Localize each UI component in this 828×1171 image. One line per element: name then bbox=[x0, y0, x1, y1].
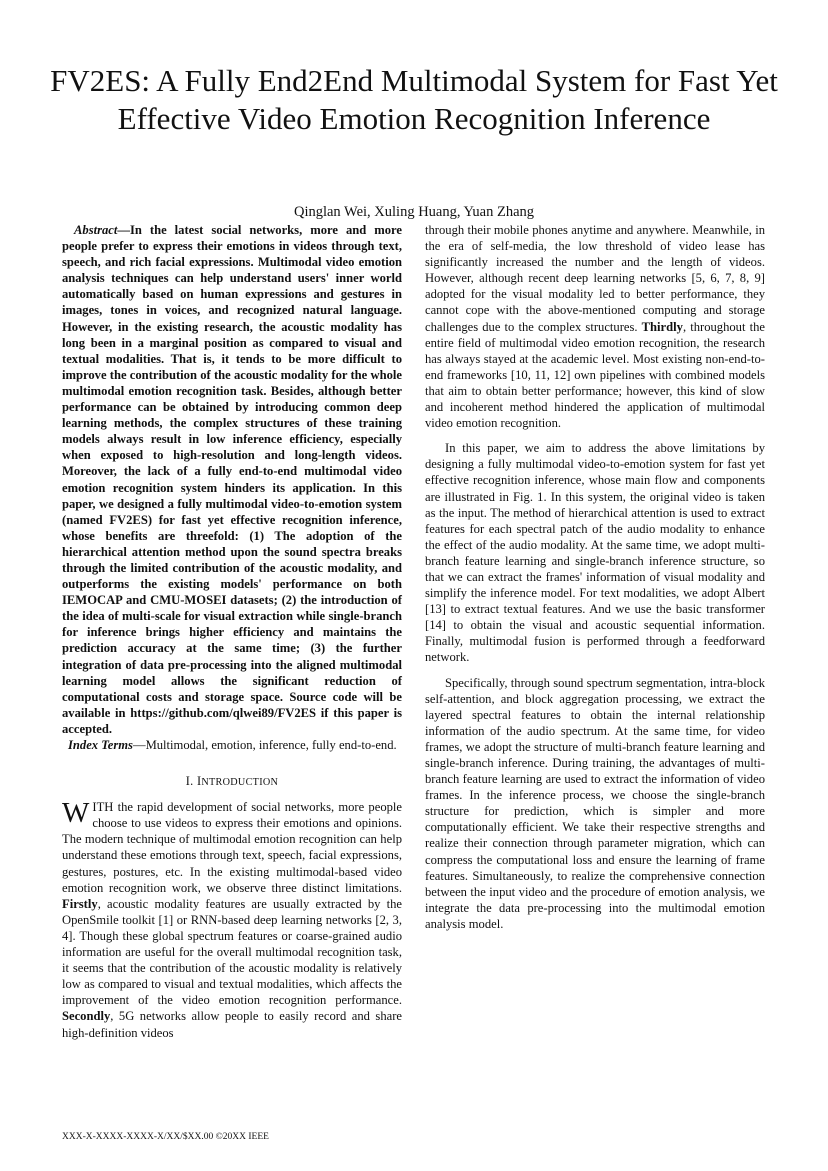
right-p1-part-b: , throughout the entire field of multimodal video emotion recognition, the research has always stayed at the academic level. Most existing non-end-to-end frameworks [10, 11, 12] own pipelines with combined models that aim to obtain better performance; however, this kind of slow and incoherent method hindered the application of multimodal video emotion recognition. bbox=[425, 319, 765, 431]
section-title-rest: NTRODUCTION bbox=[201, 777, 279, 789]
drop-cap: W bbox=[62, 797, 90, 830]
intro-p1-part-c: , 5G networks allow people to easily record and share high-definition videos bbox=[62, 1009, 402, 1040]
abstract-label: Abstract bbox=[74, 223, 118, 237]
right-column bbox=[425, 222, 765, 932]
intro-paragraph-1-continued bbox=[425, 222, 765, 431]
intro-paragraph-1 bbox=[62, 799, 402, 1040]
index-terms bbox=[62, 737, 402, 753]
intro-p1-part-b: , acoustic modality features are usually extracted by the OpenSmile toolkit [1] or RNN-based deep learning networks [2, 3, 4]. Though these global spectrum features or coarse-grained audio information are useful for the overall multimodal recognition task, it seems that the contribution of the acoustic modality is relatively low as compared to visual and textual modalities, which affects the improvement of the video emotion recognition performance. bbox=[62, 896, 402, 1008]
copyright-footer: XXX-X-XXXX-XXXX-X/XX/$XX.00 ©20XX IEEE bbox=[62, 1132, 269, 1142]
right-p1-part-a: through their mobile phones anytime and anywhere. Meanwhile, in the era of self-media, the low threshold of video lease has significantly increased the number and the length of videos. However, although recent deep learning networks [5, 6, 7, 8, 9] adopted for the visual modality led to better performance, they cannot cope with the above-mentioned computing and storage challenges due to the complex structures. bbox=[425, 223, 765, 334]
intro-paragraph-3: Specifically, through sound spectrum segmentation, intra-block self-attention, and block aggregation processing, we extract the layered spectral features to obtain the internal relationship information of the audio spectrum. At the same time, for video frames, we adopt the structure of multi-branch feature learning and single-branch inference. During training, the advantages of multi-branch feature learning are used to extract the information of video frames. In the inference process, we choose the single-branch structure for prediction, which is simpler and more computationally efficient. We take their respective strengths and realize their connection through parameter migration, which can compress the computational loss and ensure the learning of frame features. Simultaneously, to realize the comprehensive connection between the input video and the procedure of emotion analysis, we integrate the data pre-processing into the multimodal emotion analysis model. bbox=[425, 675, 765, 931]
section-number: I. bbox=[185, 774, 194, 789]
left-column bbox=[62, 222, 402, 1041]
right-p1-bold-thirdly: Thirdly bbox=[641, 319, 683, 334]
intro-p1-bold-secondly: Secondly bbox=[62, 1009, 111, 1024]
index-terms-label: Index Terms bbox=[68, 738, 133, 752]
intro-p1-bold-firstly: Firstly bbox=[62, 896, 98, 911]
intro-p1-part-a: ITH the rapid development of social networks, more people choose to use videos to express their emotions and opinions. The modern technique of multimodal emotion recognition can help understand these emotions through text, speech, facial expressions, gestures, postures, etc. In the existing multimodal-based video emotion recognition work, we observe three distinct limitations. bbox=[62, 800, 402, 895]
author-list: Qinglan Wei, Xuling Huang, Yuan Zhang bbox=[293, 204, 535, 220]
abstract bbox=[62, 222, 402, 737]
abstract-text: —In the latest social networks, more and more people prefer to express their emotions in videos through text, speech, and rich facial expressions. Multimodal video emotion analysis techniques can help understand users' inner world automatically based on human expressions and gestures in images, tones in voices, and recognized natural language. However, in the existing research, the acoustic modality has long been in a marginal position as compared to visual and textual modalities. That is, it tends to be more difficult to improve the contribution of the acoustic modality for the whole multimodal emotion recognition task. Besides, although better performance can be obtained by introducing common deep learning methods, the complex structures of these training models always result in low inference efficiency, especially when exposed to high-resolution and long-length videos. Moreover, the lack of a fully end-to-end multimodal video emotion recognition system hinders its application. In this paper, we designed a fully multimodal video-to-emotion system (named FV2ES) for fast yet effective recognition inference, whose benefits are threefold: (1) The adoption of the hierarchical attention method upon the sound spectra breaks through the limited contribution of the acoustic modality, and outperforms the existing models' performance on both IEMOCAP and CMU-MOSEI datasets; (2) the introduction of the idea of multi-scale for visual extraction while single-branch for inference brings higher efficiency and maintains the prediction accuracy at the same time; (3) the further integration of data pre-processing into the aligned multimodal learning model allows the significant reduction of computational costs and storage space. Source code will be available in https://github.com/qlwei89/FV2ES if this paper is accepted. bbox=[62, 223, 402, 736]
section-title-initial: I bbox=[196, 774, 202, 789]
paper-title: FV2ES: A Fully End2End Multimodal System for Fast Yet Effective Video Emotion Recognition Inference bbox=[50, 63, 778, 136]
index-terms-text: —Multimodal, emotion, inference, fully end-to-end. bbox=[132, 738, 397, 752]
intro-paragraph-2: In this paper, we aim to address the above limitations by designing a fully multimodal video-to-emotion system for fast yet effective recognition inference, whose main flow and components are illustrated in Fig. 1. In this system, the original video is taken as the input. The method of hierarchical attention is used to extract features for each spectral patch of the audio modality to enhance the effect of the audio modality. At the same time, we adopt multi-branch feature learning and single-branch inference structure, so that we can extract the frames' information of visual modality and simplify the inference model. For text modalities, we adopt Albert [13] to extract textual features. And we use the basic transformer [14] to obtain the visual and acoustic sequential information. Finally, multimodal fusion is performed through a feedforward network. bbox=[425, 441, 765, 665]
section-heading-introduction bbox=[62, 773, 402, 791]
